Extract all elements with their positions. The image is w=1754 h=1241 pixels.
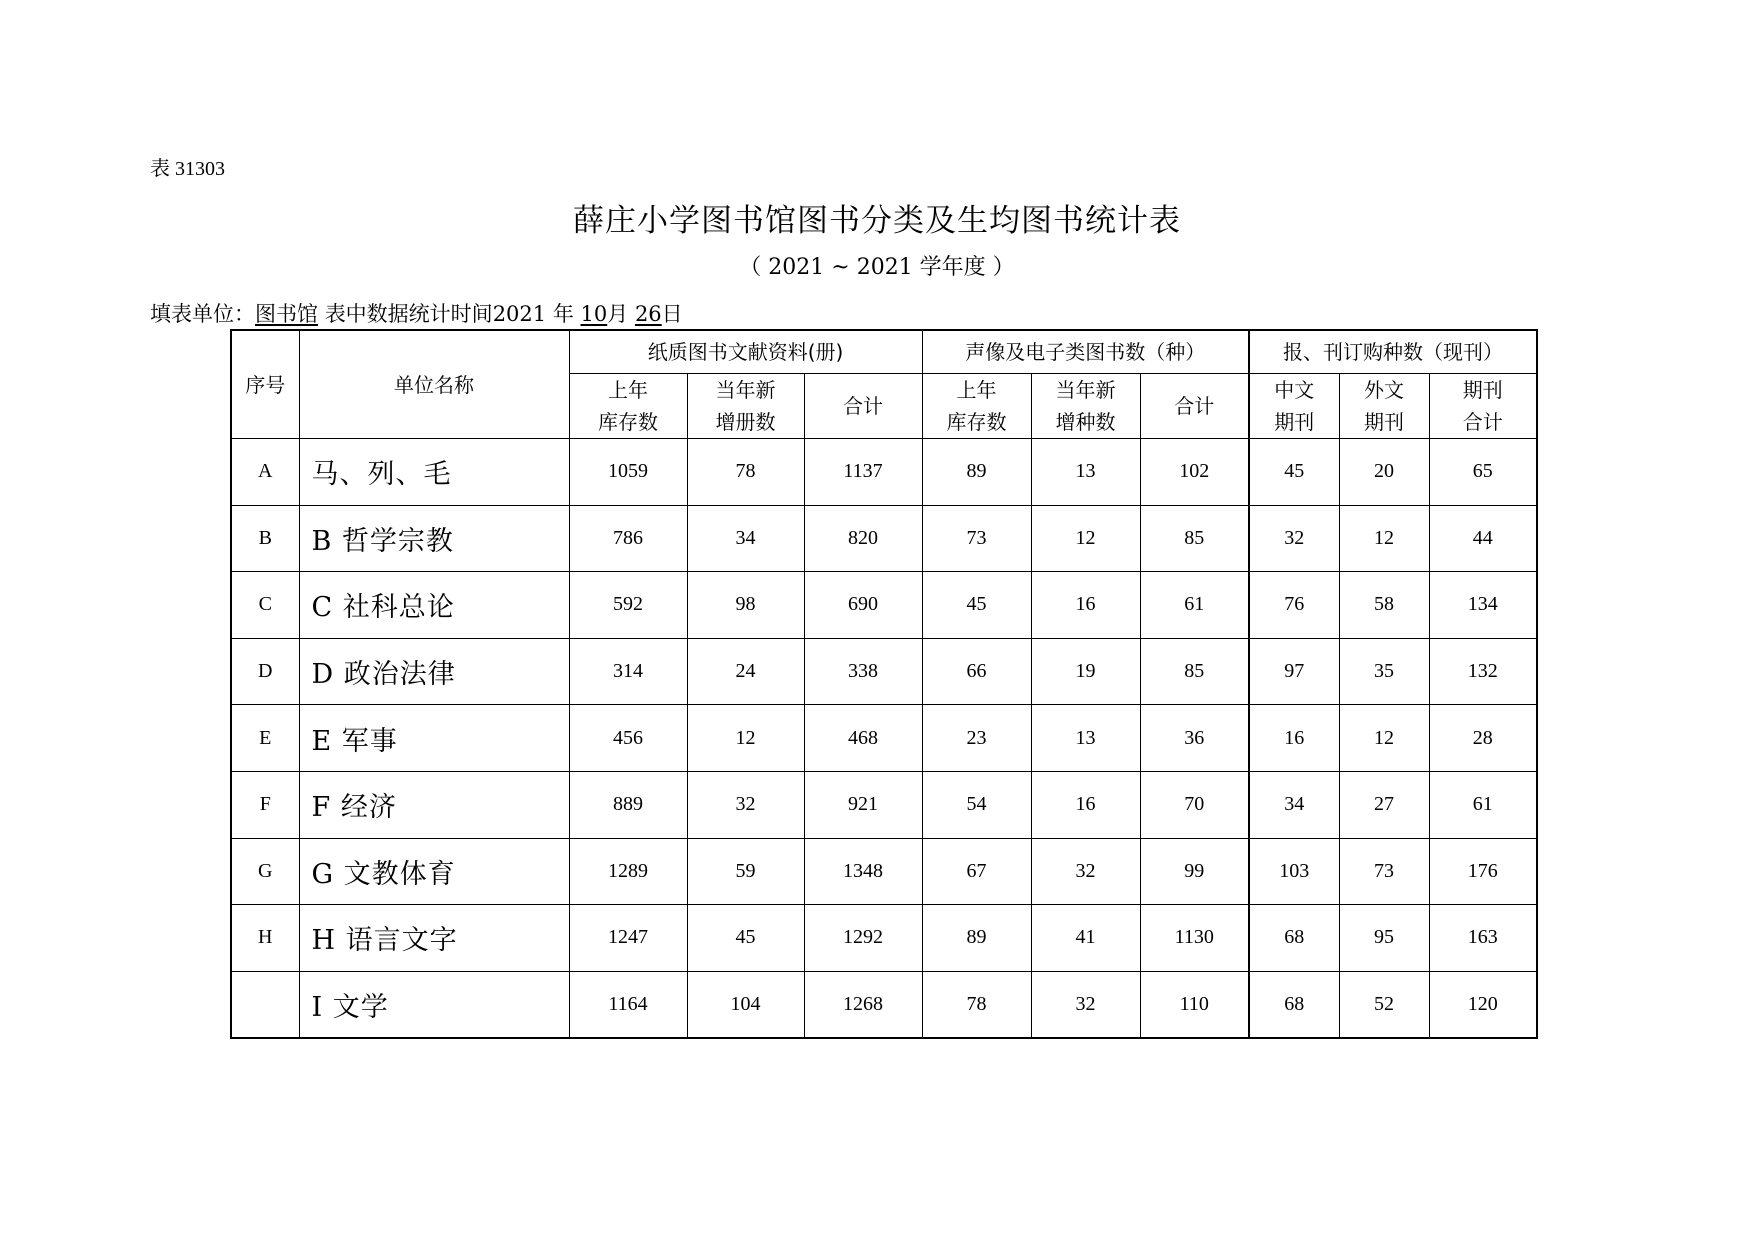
cell-unit-name: I 文学 [299,971,569,1038]
stat-time-label: 表中数据统计时间 [324,302,493,326]
cell-value: 163 [1429,905,1537,972]
cell-value: 338 [804,638,922,705]
cell-value: 70 [1140,771,1249,838]
statistics-table [230,329,1538,1039]
cell-value: 35 [1339,638,1429,705]
cell-value: 27 [1339,771,1429,838]
cell-value: 13 [1031,439,1140,506]
cell-value: 66 [922,638,1031,705]
header-seq: 序号 [231,330,299,439]
cell-value: 1137 [804,439,922,506]
cell-value: 921 [804,771,922,838]
table-row [231,971,1537,1038]
cell-value: 59 [687,838,804,905]
cell-value: 1292 [804,905,922,972]
cell-value: 58 [1339,572,1429,639]
cell-value: 54 [922,771,1031,838]
cell-value: 314 [569,638,687,705]
cell-unit-name: D 政治法律 [299,638,569,705]
cell-value: 468 [804,705,922,772]
header-paper-total: 合计 [804,374,922,439]
table-row [231,505,1537,572]
cell-seq: H [231,905,299,972]
cell-value: 103 [1249,838,1339,905]
academic-year-subtitle: （ 2021 ~ 2021 学年度 ） [739,255,1015,280]
header-chinese-periodical: 中文 期刊 [1249,374,1339,439]
cell-value: 41 [1031,905,1140,972]
cell-value: 99 [1140,838,1249,905]
cell-value: 98 [687,572,804,639]
cell-value: 1164 [569,971,687,1038]
cell-value: 68 [1249,971,1339,1038]
cell-value: 68 [1249,905,1339,972]
unit-value: 图书馆 [255,302,318,326]
cell-value: 85 [1140,505,1249,572]
header-group-av: 声像及电子类图书数（种） [922,330,1249,374]
table-row [231,905,1537,972]
cell-value: 12 [687,705,804,772]
cell-value: 73 [922,505,1031,572]
cell-value: 34 [1249,771,1339,838]
header-foreign-periodical: 外文 期刊 [1339,374,1429,439]
stat-month: 10 [580,302,608,326]
header-periodical-total: 期刊 合计 [1429,374,1537,439]
filler-line [150,298,683,328]
cell-unit-name: B 哲学宗教 [299,505,569,572]
table-row [231,638,1537,705]
table-row [231,439,1537,506]
cell-value: 820 [804,505,922,572]
cell-value: 95 [1339,905,1429,972]
cell-value: 32 [1031,971,1140,1038]
cell-value: 45 [1249,439,1339,506]
header-paper-prev-stock: 上年 库存数 [569,374,687,439]
cell-value: 176 [1429,838,1537,905]
cell-value: 110 [1140,971,1249,1038]
cell-value: 592 [569,572,687,639]
cell-value: 52 [1339,971,1429,1038]
cell-value: 32 [1249,505,1339,572]
cell-unit-name: H 语言文字 [299,905,569,972]
table-number: 表 31303 [150,158,225,180]
stat-year: 2021 [492,302,547,326]
header-av-prev-stock: 上年 库存数 [922,374,1031,439]
year-suffix: 年 [552,302,574,326]
cell-value: 12 [1339,505,1429,572]
page-title: 薛庄小学图书馆图书分类及生均图书统计表 [573,203,1181,239]
cell-value: 786 [569,505,687,572]
cell-value: 12 [1031,505,1140,572]
cell-value: 16 [1031,572,1140,639]
cell-value: 85 [1140,638,1249,705]
day-suffix: 日 [661,302,683,326]
cell-value: 65 [1429,439,1537,506]
cell-value: 13 [1031,705,1140,772]
cell-value: 19 [1031,638,1140,705]
cell-seq [231,971,299,1038]
cell-value: 34 [687,505,804,572]
cell-value: 889 [569,771,687,838]
cell-value: 89 [922,905,1031,972]
table-body [231,439,1537,1039]
cell-value: 78 [922,971,1031,1038]
cell-value: 120 [1429,971,1537,1038]
cell-seq: G [231,838,299,905]
month-suffix: 月 [607,302,629,326]
cell-value: 89 [922,439,1031,506]
cell-unit-name: E 军事 [299,705,569,772]
cell-value: 1348 [804,838,922,905]
cell-value: 61 [1429,771,1537,838]
cell-value: 1268 [804,971,922,1038]
cell-value: 132 [1429,638,1537,705]
cell-seq: C [231,572,299,639]
table-row [231,705,1537,772]
cell-value: 20 [1339,439,1429,506]
cell-seq: F [231,771,299,838]
cell-value: 456 [569,705,687,772]
cell-value: 32 [687,771,804,838]
cell-seq: B [231,505,299,572]
cell-unit-name: 马、列、毛 [299,439,569,506]
cell-seq: D [231,638,299,705]
cell-value: 97 [1249,638,1339,705]
cell-value: 1247 [569,905,687,972]
cell-unit-name: C 社科总论 [299,572,569,639]
cell-value: 12 [1339,705,1429,772]
unit-label: 填表单位： [150,302,255,326]
cell-value: 16 [1031,771,1140,838]
cell-value: 44 [1429,505,1537,572]
cell-value: 67 [922,838,1031,905]
cell-value: 28 [1429,705,1537,772]
header-av-new: 当年新 增种数 [1031,374,1140,439]
cell-value: 23 [922,705,1031,772]
cell-value: 45 [687,905,804,972]
cell-value: 61 [1140,572,1249,639]
header-paper-new: 当年新 增册数 [687,374,804,439]
cell-seq: A [231,439,299,506]
stat-day: 26 [634,302,662,326]
header-group-paper: 纸质图书文献资料(册) [569,330,922,374]
cell-seq: E [231,705,299,772]
cell-value: 76 [1249,572,1339,639]
cell-value: 134 [1429,572,1537,639]
cell-value: 45 [922,572,1031,639]
cell-value: 36 [1140,705,1249,772]
cell-unit-name: F 经济 [299,771,569,838]
cell-value: 1289 [569,838,687,905]
cell-unit-name: G 文教体育 [299,838,569,905]
cell-value: 104 [687,971,804,1038]
header-group-periodical: 报、刊订购种数（现刊） [1249,330,1537,374]
cell-value: 16 [1249,705,1339,772]
cell-value: 73 [1339,838,1429,905]
cell-value: 1130 [1140,905,1249,972]
cell-value: 32 [1031,838,1140,905]
header-unit-name: 单位名称 [299,330,569,439]
cell-value: 102 [1140,439,1249,506]
cell-value: 78 [687,439,804,506]
table-row [231,771,1537,838]
cell-value: 1059 [569,439,687,506]
table-row [231,838,1537,905]
table-row [231,572,1537,639]
header-av-total: 合计 [1140,374,1249,439]
cell-value: 24 [687,638,804,705]
cell-value: 690 [804,572,922,639]
